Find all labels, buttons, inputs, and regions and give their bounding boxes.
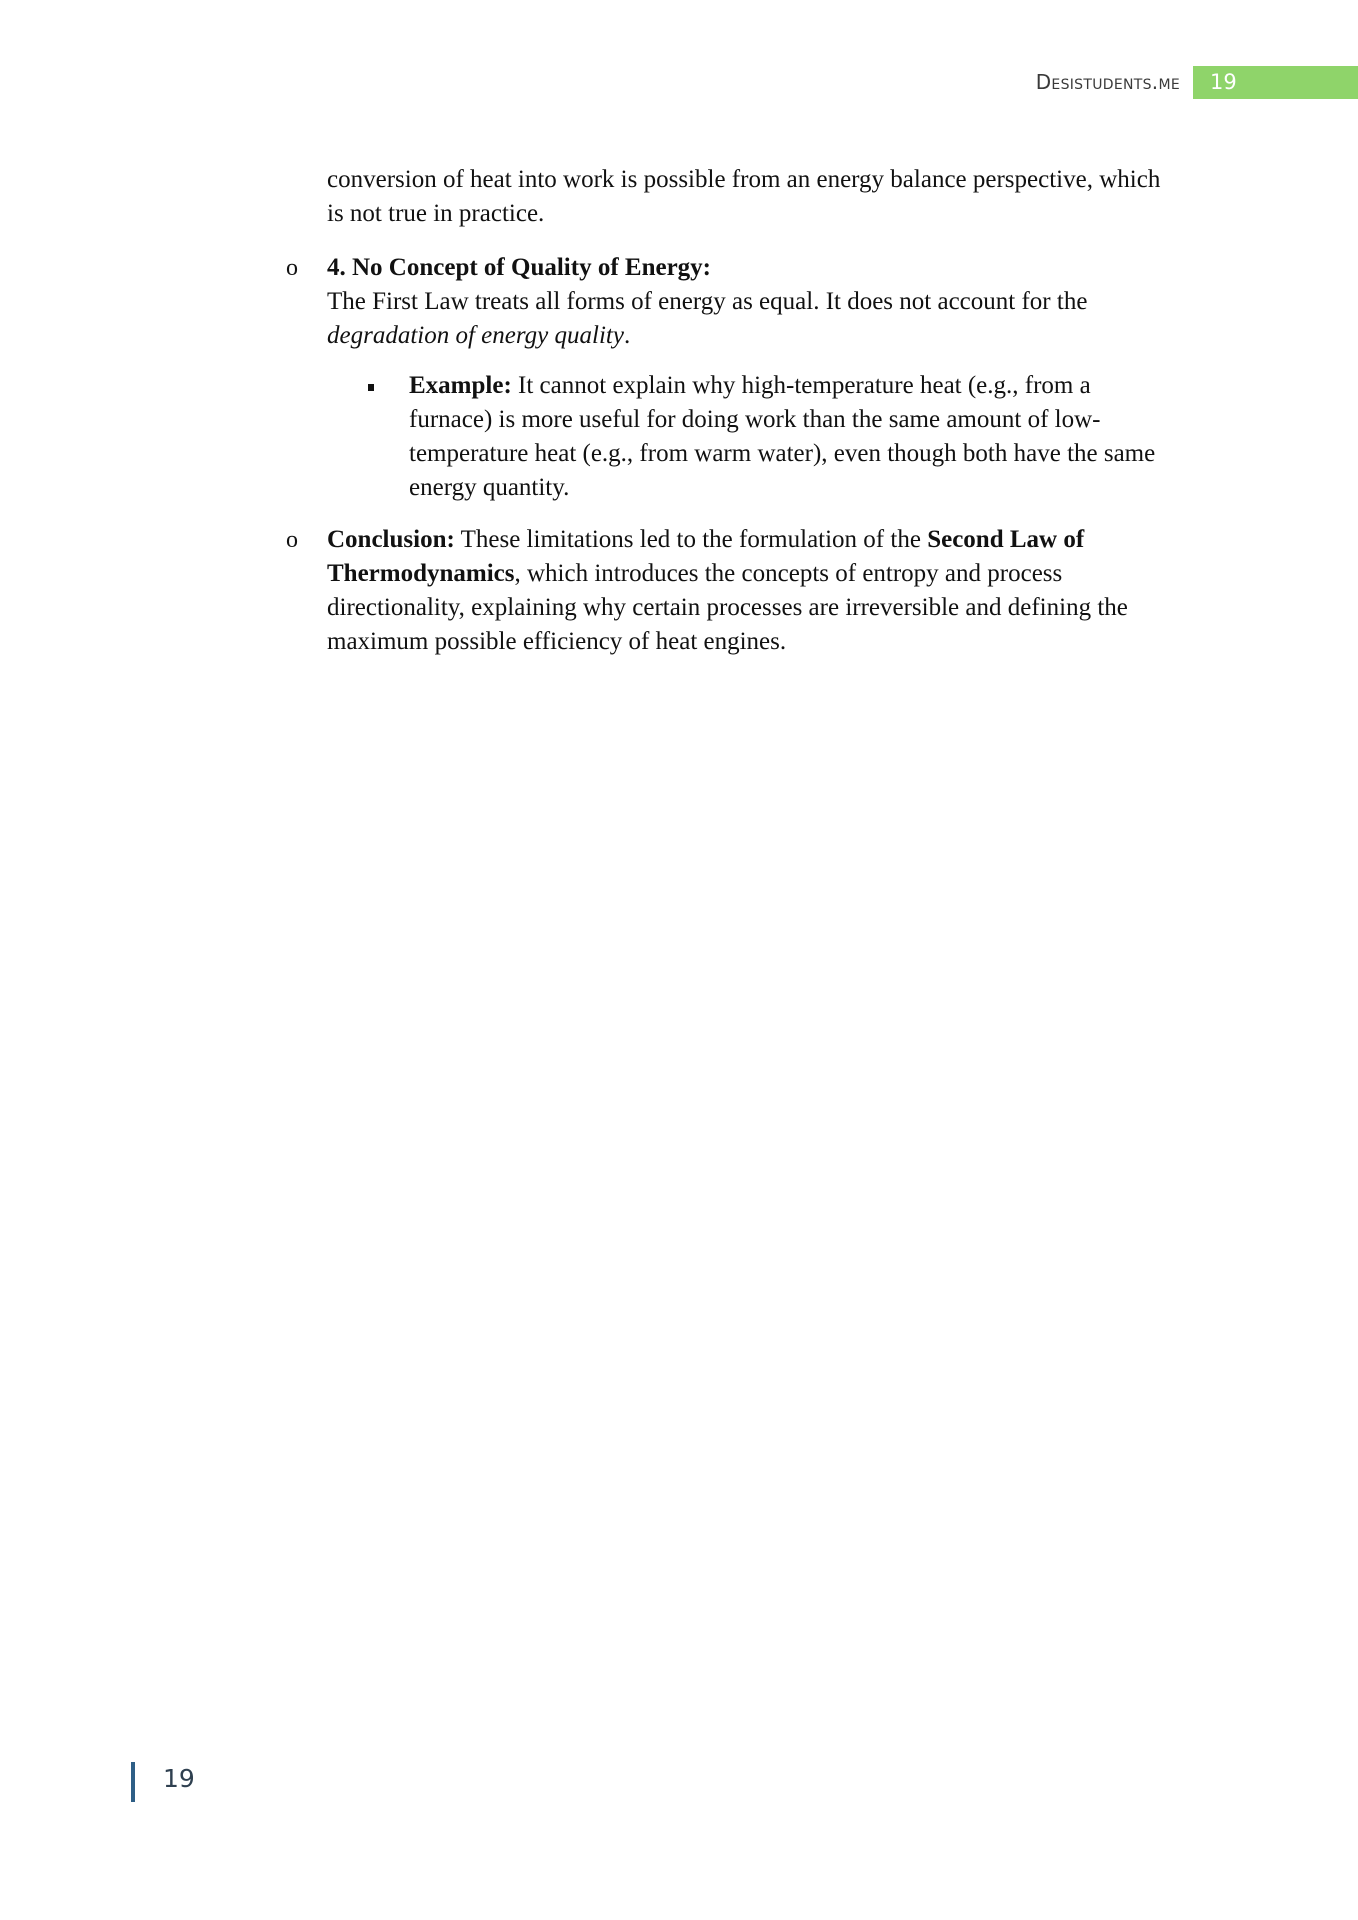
conclusion-text-after: , which introduces the concepts of entropy and process directionality, explaining why certain processes are irreversible and defining the maximum possible efficiency of heat engines. xyxy=(327,560,1128,655)
sub-list-item-example xyxy=(409,369,1169,505)
example-text: It cannot explain why high-temperature heat (e.g., from a furnace) is more useful for doing work than the same amount of low-temperature heat (e.g., from warm water), even though both have the same energy quantity. xyxy=(409,372,1156,501)
item4-text-italic: degradation of energy quality xyxy=(327,322,624,349)
list-bullet-item4: o xyxy=(286,255,298,281)
square-bullet-icon xyxy=(368,384,374,391)
footer-accent-bar xyxy=(131,1762,135,1802)
list-bullet-conclusion: o xyxy=(286,527,298,553)
item4-text-before: The First Law treats all forms of energy as equal. It does not account for the xyxy=(327,288,1088,315)
item4-heading: 4. No Concept of Quality of Energy: xyxy=(327,254,711,281)
continuation-paragraph: conversion of heat into work is possible from an energy balance perspective, which is not true in practice. xyxy=(327,166,1161,227)
header-page-badge: 19 xyxy=(1193,66,1358,99)
conclusion-text-before: These limitations led to the formulation of the xyxy=(454,526,928,553)
conclusion-bold-term: Second Law of Thermodynamics xyxy=(327,526,1085,587)
list-item-quality-of-energy xyxy=(327,251,1167,353)
item4-text-after: . xyxy=(623,322,631,349)
header-site-name: Desistudents.me xyxy=(1035,70,1180,94)
list-item-conclusion xyxy=(327,523,1167,659)
footer-page-number: 19 xyxy=(163,1764,195,1793)
example-label: Example: xyxy=(409,372,512,399)
conclusion-label: Conclusion: xyxy=(327,526,455,553)
